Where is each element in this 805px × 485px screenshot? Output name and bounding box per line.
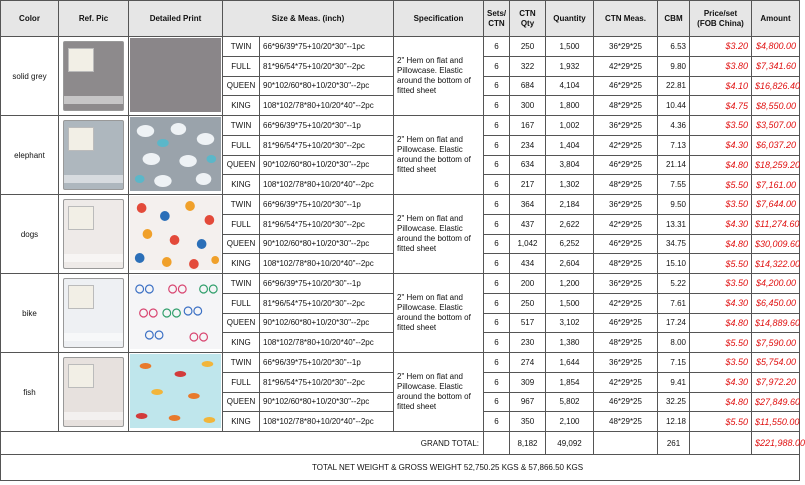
- ctn-qty: 167: [510, 116, 546, 136]
- table-row: [1, 274, 800, 294]
- ctn-qty: 230: [510, 333, 546, 353]
- price-per-set: $4.80: [690, 234, 752, 254]
- grand-total-sets: [484, 432, 510, 455]
- size-measurement: 81*96/54*75+10/20*30"--2pc: [260, 214, 394, 234]
- ctn-measurement: 42*29*25: [594, 372, 658, 392]
- ctn-qty: 517: [510, 313, 546, 333]
- cbm: 4.36: [658, 116, 690, 136]
- size-measurement: 108*102/78*80+10/20*40"--2pc: [260, 412, 394, 432]
- amount: $11,274.60: [752, 214, 800, 234]
- sets-per-ctn: 6: [484, 56, 510, 76]
- price-per-set: $3.20: [690, 37, 752, 57]
- table-body: [1, 37, 800, 432]
- quantity: 2,622: [546, 214, 594, 234]
- print-pattern-image: [130, 354, 221, 428]
- price-per-set: $5.50: [690, 412, 752, 432]
- ctn-qty: 322: [510, 56, 546, 76]
- color-name: elephant: [1, 116, 59, 195]
- sets-per-ctn: 6: [484, 353, 510, 373]
- sets-per-ctn: 6: [484, 175, 510, 195]
- quantity: 5,802: [546, 392, 594, 412]
- amount: $8,550.00: [752, 96, 800, 116]
- amount: $7,590.00: [752, 333, 800, 353]
- quantity: 1,854: [546, 372, 594, 392]
- cbm: 7.15: [658, 353, 690, 373]
- grand-total-qty: 49,092: [546, 432, 594, 455]
- price-per-set: $3.50: [690, 274, 752, 294]
- size-label: QUEEN: [223, 76, 260, 96]
- cbm: 13.31: [658, 214, 690, 234]
- sets-per-ctn: 6: [484, 333, 510, 353]
- package-image: [60, 355, 127, 429]
- amount: $30,009.60: [752, 234, 800, 254]
- ctn-qty: 309: [510, 372, 546, 392]
- size-measurement: 81*96/54*75+10/20*30"--2pc: [260, 56, 394, 76]
- ctn-qty: 274: [510, 353, 546, 373]
- color-name: dogs: [1, 195, 59, 274]
- header-color: Color: [1, 1, 59, 37]
- grand-total-cbm: 261: [658, 432, 690, 455]
- cbm: 6.53: [658, 37, 690, 57]
- package-image: [60, 39, 127, 113]
- size-measurement: 108*102/78*80+10/20*40"--2pc: [260, 254, 394, 274]
- sets-per-ctn: 6: [484, 195, 510, 215]
- header-quantity: Quantity: [546, 1, 594, 37]
- ctn-qty: 434: [510, 254, 546, 274]
- header-ctn-meas: CTN Meas.: [594, 1, 658, 37]
- quantity: 4,104: [546, 76, 594, 96]
- price-per-set: $3.50: [690, 195, 752, 215]
- ctn-measurement: 36*29*25: [594, 195, 658, 215]
- ctn-measurement: 46*29*25: [594, 234, 658, 254]
- size-measurement: 90*102/60*80+10/20*30"--2pc: [260, 234, 394, 254]
- grand-total-ctn: 8,182: [510, 432, 546, 455]
- specification-text: 2" Hem on flat and Pillowcase. Elastic around the bottom of fitted sheet: [394, 37, 484, 116]
- ctn-qty: 250: [510, 293, 546, 313]
- size-label: KING: [223, 412, 260, 432]
- sets-per-ctn: 6: [484, 274, 510, 294]
- cbm: 9.80: [658, 56, 690, 76]
- amount: $7,644.00: [752, 195, 800, 215]
- ctn-qty: 364: [510, 195, 546, 215]
- grand-total-amount: $221,988.00: [752, 432, 800, 455]
- quantity: 1,932: [546, 56, 594, 76]
- reference-photo: [59, 116, 129, 195]
- price-per-set: $4.30: [690, 372, 752, 392]
- ctn-qty: 300: [510, 96, 546, 116]
- quantity: 2,604: [546, 254, 594, 274]
- size-measurement: 108*102/78*80+10/20*40"--2pc: [260, 175, 394, 195]
- cbm: 9.41: [658, 372, 690, 392]
- weight-row: [1, 455, 800, 481]
- color-name: bike: [1, 274, 59, 353]
- quantity: 3,102: [546, 313, 594, 333]
- ctn-measurement: 46*29*25: [594, 313, 658, 333]
- quantity: 2,100: [546, 412, 594, 432]
- cbm: 7.13: [658, 135, 690, 155]
- cbm: 7.61: [658, 293, 690, 313]
- size-measurement: 66*96/39*75+10/20*30"--1p: [260, 274, 394, 294]
- header-size-meas: Size & Meas. (inch): [223, 1, 394, 37]
- quantity: 1,500: [546, 37, 594, 57]
- grand-total-price: [690, 432, 752, 455]
- table-row: [1, 353, 800, 373]
- sets-per-ctn: 6: [484, 313, 510, 333]
- quantity: 1,500: [546, 293, 594, 313]
- quantity: 3,804: [546, 155, 594, 175]
- print-swatch: [129, 195, 223, 274]
- print-pattern-image: [130, 117, 221, 191]
- ctn-qty: 437: [510, 214, 546, 234]
- print-swatch: [129, 274, 223, 353]
- weight-label: TOTAL NET WEIGHT & GROSS WEIGHT: [312, 463, 462, 472]
- ctn-qty: 967: [510, 392, 546, 412]
- amount: $27,849.60: [752, 392, 800, 412]
- size-label: KING: [223, 333, 260, 353]
- size-label: QUEEN: [223, 234, 260, 254]
- sets-per-ctn: 6: [484, 155, 510, 175]
- ctn-measurement: 48*29*25: [594, 333, 658, 353]
- sets-per-ctn: 6: [484, 135, 510, 155]
- header-cbm: CBM: [658, 1, 690, 37]
- header-specification: Specification: [394, 1, 484, 37]
- size-measurement: 108*102/78*80+10/20*40"--2pc: [260, 96, 394, 116]
- table-row: [1, 37, 800, 57]
- size-measurement: 90*102/60*80+10/20*30"--2pc: [260, 76, 394, 96]
- price-per-set: $5.50: [690, 175, 752, 195]
- ctn-measurement: 48*29*25: [594, 412, 658, 432]
- specification-text: 2" Hem on flat and Pillowcase. Elastic around the bottom of fitted sheet: [394, 353, 484, 432]
- ctn-qty: 234: [510, 135, 546, 155]
- amount: $11,550.00: [752, 412, 800, 432]
- header-sets-ctn: Sets/ CTN: [484, 1, 510, 37]
- reference-photo: [59, 353, 129, 432]
- cbm: 12.18: [658, 412, 690, 432]
- sets-per-ctn: 6: [484, 372, 510, 392]
- ctn-measurement: 48*29*25: [594, 175, 658, 195]
- reference-photo: [59, 274, 129, 353]
- specification-text: 2" Hem on flat and Pillowcase. Elastic around the bottom of fitted sheet: [394, 274, 484, 353]
- header-row: [1, 1, 800, 37]
- price-per-set: $4.30: [690, 214, 752, 234]
- price-per-set: $4.75: [690, 96, 752, 116]
- size-label: FULL: [223, 56, 260, 76]
- size-label: TWIN: [223, 353, 260, 373]
- amount: $4,200.00: [752, 274, 800, 294]
- quantity: 6,252: [546, 234, 594, 254]
- print-pattern-image: [130, 38, 221, 112]
- ctn-measurement: 42*29*25: [594, 293, 658, 313]
- size-measurement: 90*102/60*80+10/20*30"--2pc: [260, 313, 394, 333]
- amount: $4,800.00: [752, 37, 800, 57]
- size-measurement: 81*96/54*75+10/20*30"--2pc: [260, 135, 394, 155]
- ctn-measurement: 46*29*25: [594, 155, 658, 175]
- ctn-measurement: 48*29*25: [594, 96, 658, 116]
- size-label: FULL: [223, 372, 260, 392]
- cbm: 9.50: [658, 195, 690, 215]
- sets-per-ctn: 6: [484, 412, 510, 432]
- amount: $6,037.20: [752, 135, 800, 155]
- sets-per-ctn: 6: [484, 116, 510, 136]
- table-row: [1, 195, 800, 215]
- quantity: 1,644: [546, 353, 594, 373]
- amount: $6,450.00: [752, 293, 800, 313]
- size-label: FULL: [223, 135, 260, 155]
- quantity: 1,002: [546, 116, 594, 136]
- quantity: 2,184: [546, 195, 594, 215]
- amount: $14,322.00: [752, 254, 800, 274]
- size-measurement: 81*96/54*75+10/20*30"--2pc: [260, 293, 394, 313]
- cbm: 34.75: [658, 234, 690, 254]
- size-measurement: 66*96/39*75+10/20*30"--1p: [260, 353, 394, 373]
- ctn-measurement: 42*29*25: [594, 56, 658, 76]
- ctn-qty: 684: [510, 76, 546, 96]
- amount: $18,259.20: [752, 155, 800, 175]
- package-image: [60, 276, 127, 350]
- ctn-measurement: 48*29*25: [594, 254, 658, 274]
- header-price: Price/set (FOB China): [690, 1, 752, 37]
- sets-per-ctn: 6: [484, 214, 510, 234]
- print-swatch: [129, 353, 223, 432]
- sets-per-ctn: 6: [484, 37, 510, 57]
- size-label: KING: [223, 175, 260, 195]
- ctn-qty: 250: [510, 37, 546, 57]
- color-name: solid grey: [1, 37, 59, 116]
- size-measurement: 81*96/54*75+10/20*30"--2pc: [260, 372, 394, 392]
- price-per-set: $5.50: [690, 333, 752, 353]
- price-per-set: $4.30: [690, 293, 752, 313]
- grand-total-row: [1, 432, 800, 455]
- size-label: QUEEN: [223, 155, 260, 175]
- quantity: 1,800: [546, 96, 594, 116]
- sets-per-ctn: 6: [484, 254, 510, 274]
- header-ctn-qty: CTN Qty: [510, 1, 546, 37]
- size-label: KING: [223, 254, 260, 274]
- print-swatch: [129, 116, 223, 195]
- sets-per-ctn: 6: [484, 96, 510, 116]
- size-label: KING: [223, 96, 260, 116]
- quantity: 1,302: [546, 175, 594, 195]
- sets-per-ctn: 6: [484, 293, 510, 313]
- ctn-measurement: 36*29*25: [594, 116, 658, 136]
- quantity: 1,404: [546, 135, 594, 155]
- size-label: QUEEN: [223, 313, 260, 333]
- quantity: 1,200: [546, 274, 594, 294]
- ctn-measurement: 36*29*25: [594, 353, 658, 373]
- size-measurement: 108*102/78*80+10/20*40"--2pc: [260, 333, 394, 353]
- price-per-set: $4.10: [690, 76, 752, 96]
- specification-text: 2" Hem on flat and Pillowcase. Elastic around the bottom of fitted sheet: [394, 195, 484, 274]
- price-per-set: $5.50: [690, 254, 752, 274]
- color-name: fish: [1, 353, 59, 432]
- sets-per-ctn: 6: [484, 76, 510, 96]
- cbm: 10.44: [658, 96, 690, 116]
- price-per-set: $4.80: [690, 155, 752, 175]
- amount: $16,826.40: [752, 76, 800, 96]
- size-measurement: 90*102/60*80+10/20*30"--2pc: [260, 392, 394, 412]
- cbm: 17.24: [658, 313, 690, 333]
- cbm: 22.81: [658, 76, 690, 96]
- print-pattern-image: [130, 275, 221, 349]
- price-per-set: $3.80: [690, 56, 752, 76]
- ctn-measurement: 46*29*25: [594, 76, 658, 96]
- cbm: 32.25: [658, 392, 690, 412]
- ctn-measurement: 42*29*25: [594, 214, 658, 234]
- print-pattern-image: [130, 196, 221, 270]
- size-label: TWIN: [223, 37, 260, 57]
- amount: $7,161.00: [752, 175, 800, 195]
- cbm: 5.22: [658, 274, 690, 294]
- table-row: [1, 116, 800, 136]
- header-detailed-print: Detailed Print: [129, 1, 223, 37]
- cbm: 15.10: [658, 254, 690, 274]
- size-label: TWIN: [223, 195, 260, 215]
- size-measurement: 90*102/60*80+10/20*30"--2pc: [260, 155, 394, 175]
- cbm: 8.00: [658, 333, 690, 353]
- package-image: [60, 118, 127, 192]
- ctn-qty: 350: [510, 412, 546, 432]
- cbm: 21.14: [658, 155, 690, 175]
- price-per-set: $4.30: [690, 135, 752, 155]
- weight-cell: [1, 455, 800, 481]
- ctn-qty: 1,042: [510, 234, 546, 254]
- size-measurement: 66*96/39*75+10/20*30"--1p: [260, 116, 394, 136]
- amount: $5,754.00: [752, 353, 800, 373]
- grand-total-ctn-meas: [594, 432, 658, 455]
- size-label: TWIN: [223, 274, 260, 294]
- header-amount: Amount: [752, 1, 800, 37]
- grand-total-label: GRAND TOTAL:: [1, 432, 484, 455]
- print-swatch: [129, 37, 223, 116]
- amount: $14,889.60: [752, 313, 800, 333]
- size-measurement: 66*96/39*75+10/20*30"--1pc: [260, 37, 394, 57]
- ctn-measurement: 46*29*25: [594, 392, 658, 412]
- price-per-set: $4.80: [690, 313, 752, 333]
- sets-per-ctn: 6: [484, 392, 510, 412]
- header-ref-pic: Ref. Pic: [59, 1, 129, 37]
- specification-text: 2" Hem on flat and Pillowcase. Elastic around the bottom of fitted sheet: [394, 116, 484, 195]
- price-per-set: $3.50: [690, 353, 752, 373]
- price-per-set: $4.80: [690, 392, 752, 412]
- amount: $7,341.60: [752, 56, 800, 76]
- ctn-qty: 217: [510, 175, 546, 195]
- cbm: 7.55: [658, 175, 690, 195]
- ctn-measurement: 36*29*25: [594, 274, 658, 294]
- ctn-measurement: 42*29*25: [594, 135, 658, 155]
- ctn-measurement: 36*29*25: [594, 37, 658, 57]
- sets-per-ctn: 6: [484, 234, 510, 254]
- weight-value: 52,750.25 KGS & 57,866.50 KGS: [463, 463, 584, 472]
- reference-photo: [59, 195, 129, 274]
- package-image: [60, 197, 127, 271]
- ctn-qty: 200: [510, 274, 546, 294]
- size-label: QUEEN: [223, 392, 260, 412]
- price-per-set: $3.50: [690, 116, 752, 136]
- amount: $3,507.00: [752, 116, 800, 136]
- size-label: FULL: [223, 214, 260, 234]
- reference-photo: [59, 37, 129, 116]
- size-label: TWIN: [223, 116, 260, 136]
- ctn-qty: 634: [510, 155, 546, 175]
- size-label: FULL: [223, 293, 260, 313]
- amount: $7,972.20: [752, 372, 800, 392]
- size-measurement: 66*96/39*75+10/20*30"--1p: [260, 195, 394, 215]
- quantity: 1,380: [546, 333, 594, 353]
